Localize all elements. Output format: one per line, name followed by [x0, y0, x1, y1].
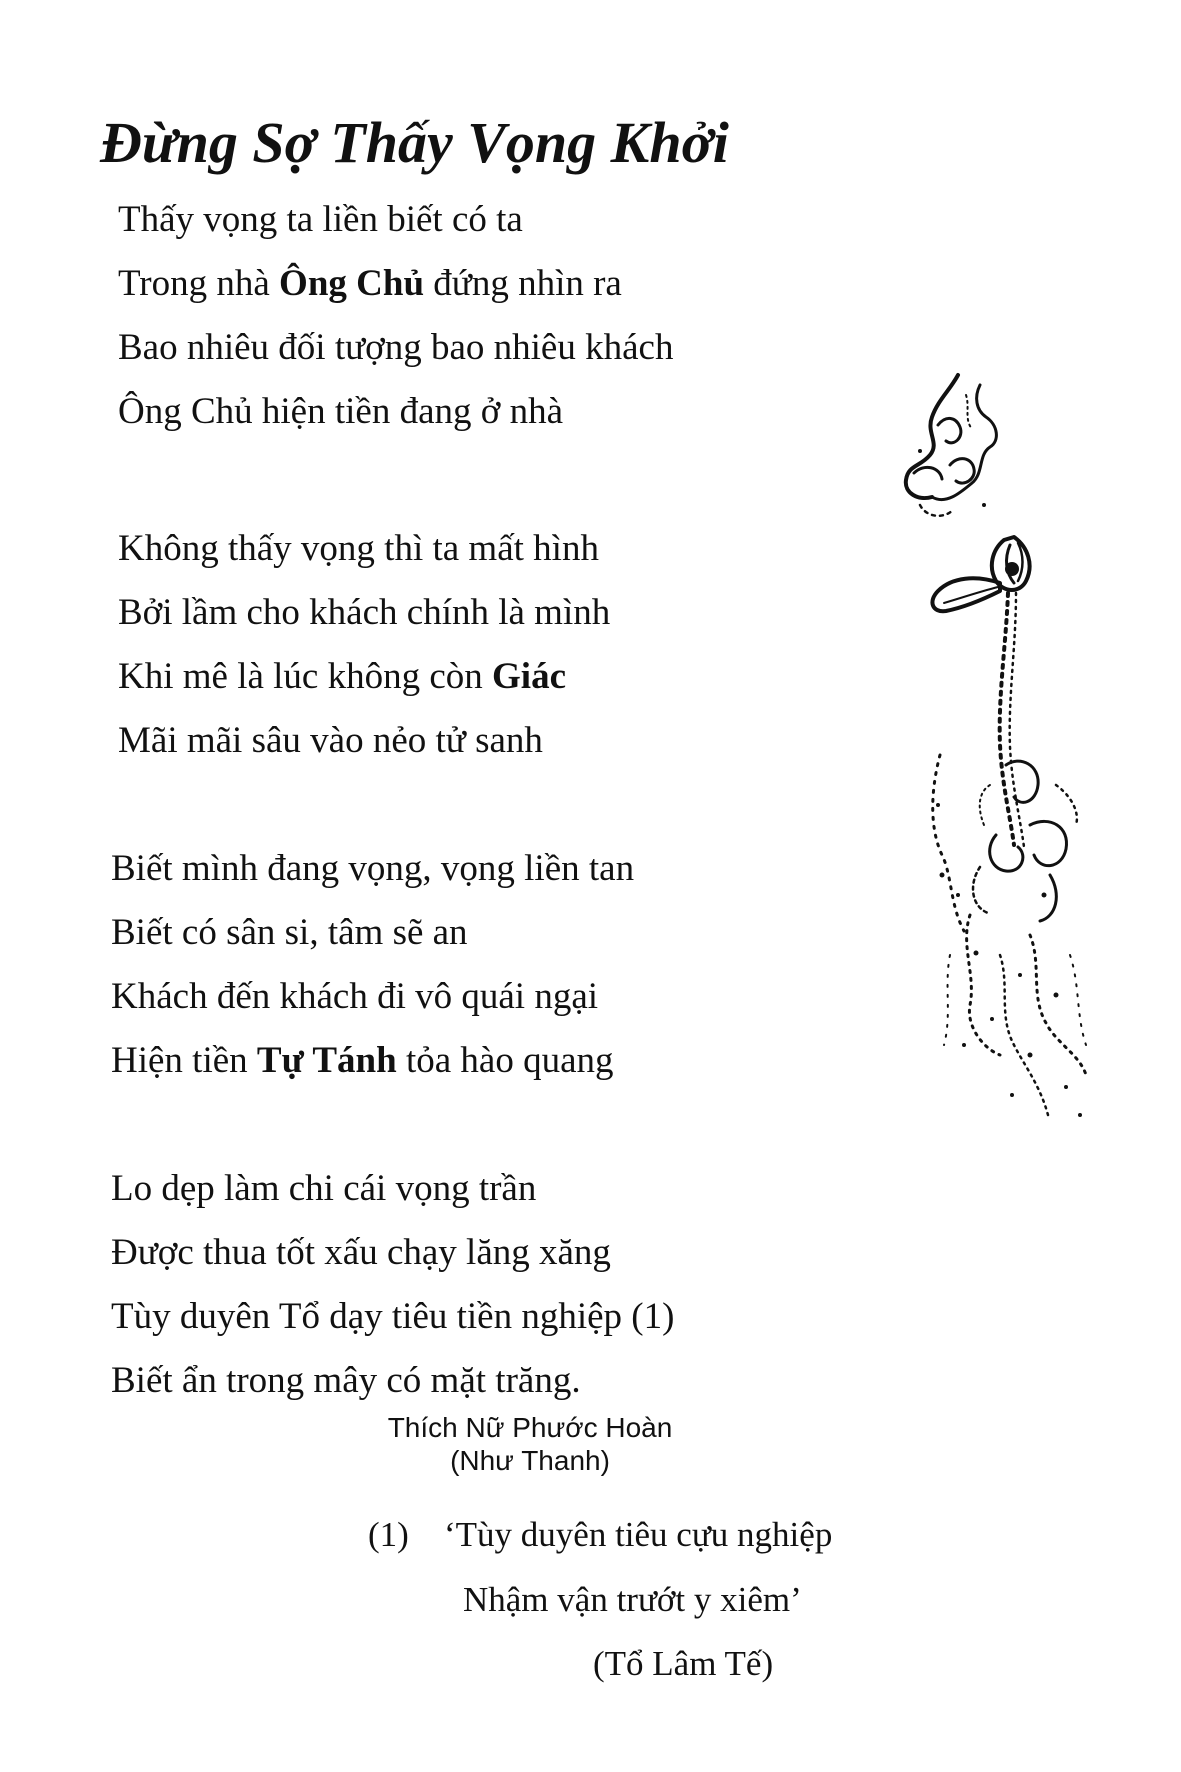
- stanza-4: [111, 1157, 674, 1413]
- poem-emphasis: Giác: [492, 656, 567, 697]
- poem-line: [111, 965, 634, 1029]
- poem-line: [118, 709, 610, 773]
- author-alias: (Như Thanh): [450, 1445, 610, 1476]
- footnote-line-1: ‘Tùy duyên tiêu cựu nghiệp: [444, 1515, 833, 1554]
- poem-line-text: Hiện tiền: [111, 1040, 257, 1081]
- poem-line: [118, 645, 610, 709]
- poem-line: [118, 581, 610, 645]
- poem-line: [111, 1029, 634, 1093]
- poem-line-text: Khi mê là lúc không còn: [118, 656, 493, 697]
- stanza-2: [118, 517, 610, 773]
- footnote-source: (Tổ Lâm Tế): [593, 1644, 774, 1683]
- poem-line: [111, 1221, 674, 1285]
- poem-emphasis: Ông Chủ: [279, 263, 425, 304]
- poem-line: [118, 252, 673, 316]
- poem-line: [118, 380, 673, 444]
- poem-line: [111, 1157, 674, 1221]
- poem-line-text: Bao nhiêu đối tượng bao nhiêu khách: [118, 327, 674, 368]
- lotus-ink-drawing-icon: [880, 355, 1110, 1145]
- poem-line-text: Được thua tốt xấu chạy lăng xăng: [111, 1232, 611, 1273]
- poem-line: [118, 188, 673, 252]
- poem-line-text: Bởi lầm cho khách chính là mình: [118, 592, 611, 633]
- poem-line: [111, 1349, 674, 1413]
- poem-line: [118, 517, 610, 581]
- poem-line: [111, 1285, 674, 1349]
- poem-line: [111, 837, 634, 901]
- footnote-marker: (1): [368, 1515, 409, 1554]
- stanza-3: [111, 837, 634, 1093]
- poem-line-text: Trong nhà: [118, 263, 280, 304]
- poem-line: [118, 316, 673, 380]
- poem-line-text: Biết mình đang vọng, vọng liền tan: [111, 848, 635, 889]
- poem-line-text: Mãi mãi sâu vào nẻo tử sanh: [118, 720, 543, 761]
- poem-line-text: Ông Chủ hiện tiền đang ở nhà: [118, 391, 563, 432]
- poem-title: Đừng Sợ Thấy Vọng Khởi: [100, 110, 729, 175]
- poem-line-text: đứng nhìn ra: [424, 263, 622, 304]
- poem-line-text: Thấy vọng ta liền biết có ta: [118, 199, 523, 240]
- footnote-line-2: Nhậm vận trướt y xiêm’: [463, 1580, 802, 1619]
- poem-line-text: Không thấy vọng thì ta mất hình: [118, 528, 599, 569]
- poem-line-text: Biết ẩn trong mây có mặt trăng.: [111, 1360, 581, 1401]
- poem-emphasis: Tự Tánh: [256, 1040, 397, 1081]
- poem-line-text: Biết có sân si, tâm sẽ an: [111, 912, 468, 953]
- poem-line-text: Khách đến khách đi vô quái ngại: [111, 976, 599, 1017]
- poem-line-text: Lo dẹp làm chi cái vọng trần: [111, 1168, 537, 1209]
- stanza-1: [118, 188, 673, 444]
- author-name: Thích Nữ Phước Hoàn: [387, 1412, 673, 1443]
- poem-line-text: Tùy duyên Tổ dạy tiêu tiền nghiệp (1): [111, 1296, 675, 1337]
- poem-line-text: tỏa hào quang: [396, 1040, 614, 1081]
- poem-line: [111, 901, 634, 965]
